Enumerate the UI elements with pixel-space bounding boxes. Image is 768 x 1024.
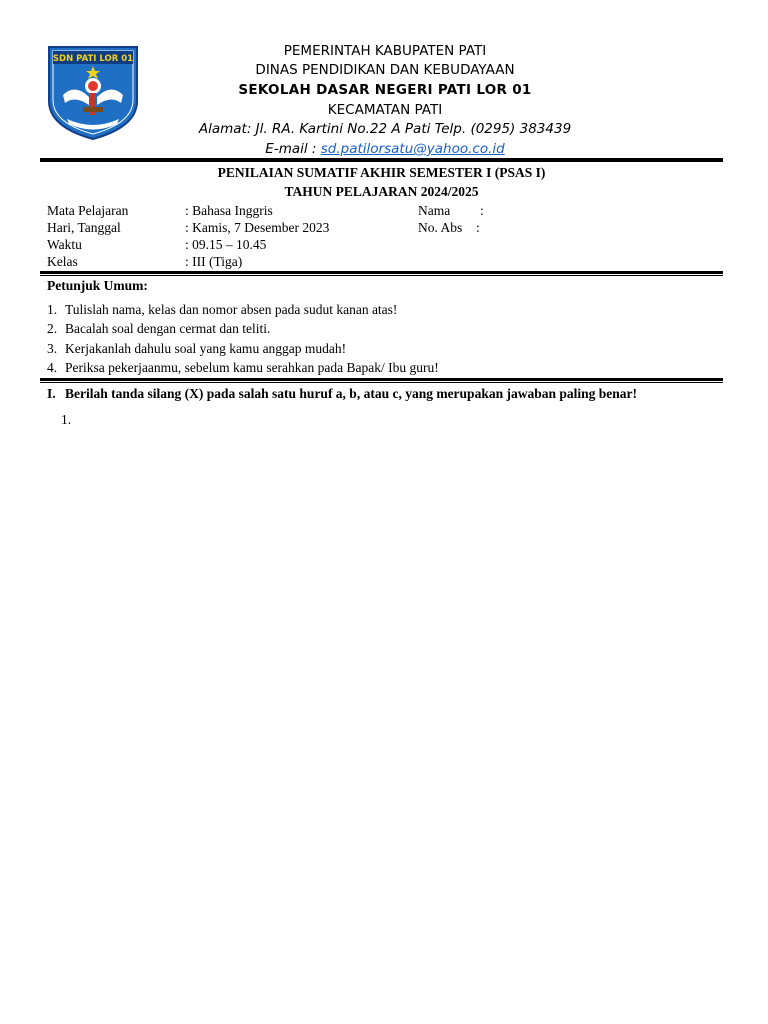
instruction-text: Bacalah soal dengan cermat dan teliti. [65, 321, 271, 336]
instruction-text: Kerjakanlah dahulu soal yang kamu anggap mudah! [65, 341, 347, 356]
student-absen-field: : [476, 220, 480, 235]
info-label-date: Hari, Tanggal [47, 220, 121, 235]
instruction-number: 2. [47, 321, 58, 336]
student-name-label: Nama [418, 203, 451, 218]
instruction-number: 3. [47, 341, 58, 356]
student-absen-label: No. Abs [418, 220, 463, 235]
instructions-heading: Petunjuk Umum: [47, 278, 148, 293]
email-link[interactable]: sd.patilorsatu@yahoo.co.id [320, 141, 505, 157]
letterhead-department: DINAS PENDIDIKAN DAN KEBUDAYAAN [255, 62, 515, 78]
instruction-item [47, 302, 397, 318]
student-name-field: : [480, 203, 484, 218]
question-number: 1. [61, 412, 72, 427]
info-divider-thin [40, 275, 723, 276]
instruction-number: 1. [47, 302, 58, 317]
info-value-date: : Kamis, 7 Desember 2023 [185, 220, 330, 235]
letterhead-school-name: SEKOLAH DASAR NEGERI PATI LOR 01 [238, 82, 532, 98]
section-heading [47, 386, 637, 402]
instructions-divider-thin [40, 382, 723, 383]
info-label-time: Waktu [47, 237, 82, 252]
section-instruction: Berilah tanda silang (X) pada salah satu huruf a, b, atau c, yang merupakan jawaban paling benar! [65, 386, 637, 401]
letterhead-government: PEMERINTAH KABUPATEN PATI [283, 43, 487, 59]
info-value-subject: : Bahasa Inggris [185, 203, 273, 218]
instruction-item [47, 360, 439, 376]
instructions-divider-thick [40, 378, 723, 381]
email-label: E-mail : [265, 141, 321, 157]
instruction-text: Periksa pekerjaanmu, sebelum kamu serahkan pada Bapak/ Ibu guru! [65, 360, 439, 375]
exam-title: PENILAIAN SUMATIF AKHIR SEMESTER I (PSAS I) [217, 165, 546, 180]
info-value-time: : 09.15 – 10.45 [185, 237, 267, 252]
letterhead-divider [40, 158, 723, 162]
section-number: I. [47, 386, 56, 401]
school-logo [45, 43, 141, 141]
instruction-item [47, 321, 270, 337]
info-label-class: Kelas [47, 254, 78, 269]
info-divider-thick [40, 271, 723, 274]
info-value-class: : III (Tiga) [185, 254, 243, 269]
letterhead-email-line [150, 141, 620, 157]
letterhead-address: Alamat: Jl. RA. Kartini No.22 A Pati Telp. (0295) 383439 [198, 121, 572, 137]
logo-text: SDN PATI LOR 01 [52, 54, 134, 64]
info-label-subject: Mata Pelajaran [47, 203, 129, 218]
letterhead-district: KECAMATAN PATI [327, 102, 443, 118]
exam-year: TAHUN PELAJARAN 2024/2025 [284, 184, 479, 199]
instruction-text: Tulislah nama, kelas dan nomor absen pada sudut kanan atas! [65, 302, 398, 317]
instruction-number: 4. [47, 360, 58, 375]
instruction-item [47, 341, 346, 357]
